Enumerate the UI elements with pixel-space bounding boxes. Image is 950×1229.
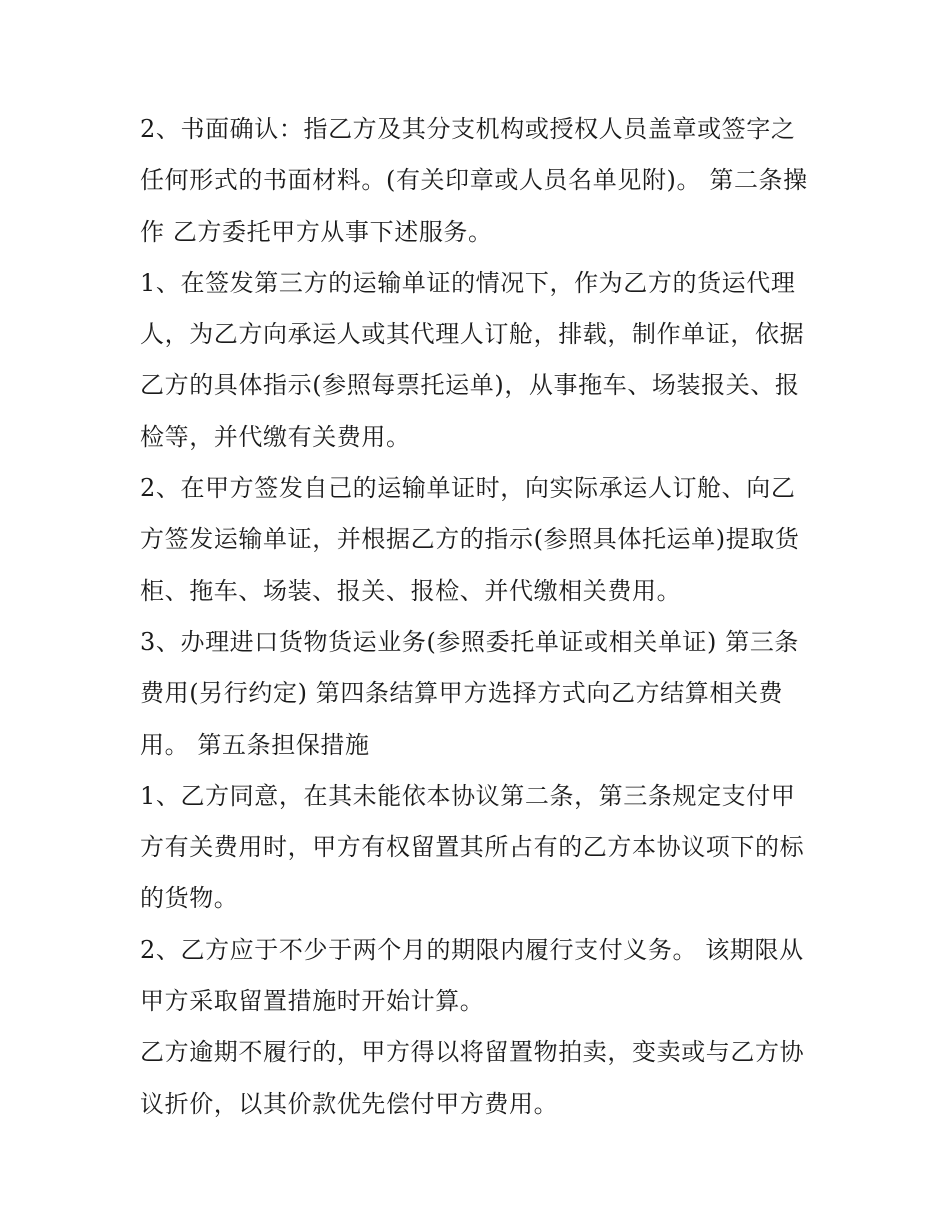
paragraph-clause-3-import: 3、办理进口货物货运业务(参照委托单证或相关单证) 第三条费用(另行约定) 第四条结算甲方选择方式向乙方结算相关费用。 第五条担保措施 xyxy=(140,627,800,759)
paragraph-guarantee-1: 1、乙方同意，在其未能依本协议第二条，第三条规定支付甲方有关费用时，甲方有权留置其所占有的乙方本协议项下的标的货物。 xyxy=(140,781,805,913)
paragraph-overdue: 乙方逾期不履行的，甲方得以将留置物拍卖，变卖或与乙方协议折价，以其价款优先偿付甲方费用。 xyxy=(140,1038,805,1118)
document-page xyxy=(140,104,820,1130)
paragraph-clause-1-third-party: 1、在签发第三方的运输单证的情况下，作为乙方的货运代理人，为乙方向承运人或其代理人订舱，排载，制作单证，依据乙方的具体指示(参照每票托运单)，从事拖车、场装报关、报检等，并代缴有关费用。 xyxy=(140,268,805,451)
paragraph-clause-2-own-documents: 2、在甲方签发自己的运输单证时，向实际承运人订舱、向乙方签发运输单证，并根据乙方的指示(参照具体托运单)提取货柜、拖车、场装、报关、报检、并代缴相关费用。 xyxy=(140,474,800,605)
paragraph-written-confirmation: 2、书面确认：指乙方及其分支机构或授权人员盖章或签字之任何形式的书面材料。(有关印章或人员名单见附)。 第二条操作 乙方委托甲方从事下述服务。 xyxy=(140,115,808,246)
paragraph-guarantee-2: 2、乙方应于不少于两个月的期限内履行支付义务。 该期限从甲方采取留置措施时开始计算。 xyxy=(140,935,804,1016)
